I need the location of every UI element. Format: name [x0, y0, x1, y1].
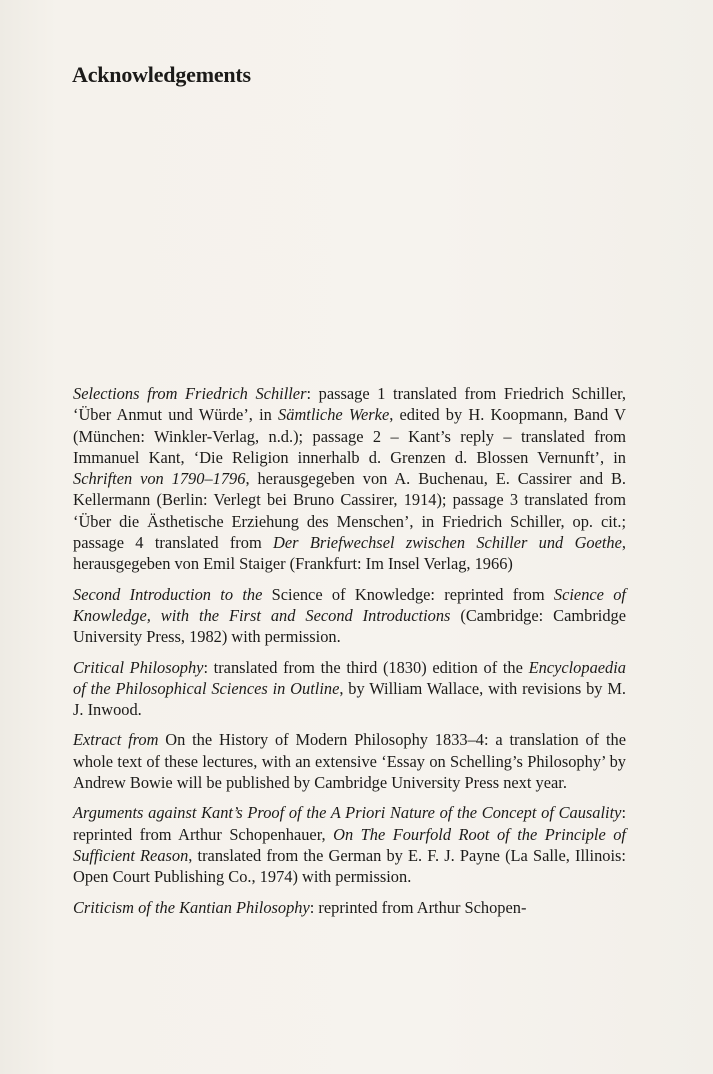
entry-text: (Cambridge: Cambridge University Press, 1982) with permission. — [73, 605, 627, 647]
acknowledgement-entry — [73, 657, 626, 721]
acknowledgement-entry — [73, 802, 626, 887]
entry-text: , edited by H. Koopmann, Band V (München: Winkler-Verlag, n.d.); passage 2 – Kant’s reply – translated from Immanuel Kant, ‘Die Religion innerhalb d. Grenzen d. Blossen Vernunft’, in — [73, 405, 626, 467]
italic-title-text: Sämtliche Werke — [278, 405, 390, 425]
italic-title-text: Der Briefwechsel zwischen Schiller und Goethe — [273, 533, 622, 553]
italic-title-text: Encyclopaedia of the Philosophical Sciences in Outline — [73, 657, 626, 698]
acknowledgement-list — [73, 383, 626, 918]
page-title: Acknowledgements — [72, 62, 251, 87]
italic-title-text: Critical Philosophy — [73, 657, 204, 677]
italic-title-text: Arguments against Kant’s Proof of the A Priori Nature of the Concept of Causality — [73, 803, 622, 823]
entry-text: , by William Wallace, with revisions by M. J. Inwood. — [73, 678, 626, 720]
entry-text: : passage 1 translated from Friedrich Schiller, ‘Über Anmut und Würde’, in — [73, 384, 626, 425]
entry-text: : reprinted from Arthur Schopen- — [309, 897, 527, 917]
entry-text: : reprinted from Arthur Schopenhauer, — [73, 803, 626, 844]
italic-title-text: Schriften von 1790–1796 — [73, 469, 246, 489]
acknowledgement-entry — [73, 729, 626, 793]
italic-title-text: Second Introduction to the — [73, 584, 263, 604]
entry-text: , translated from the German by E. F. J. Payne (La Salle, Illinois: Open Court Publishing Co., 1974) with permission. — [73, 845, 626, 887]
acknowledgement-entry — [73, 897, 626, 918]
italic-title-text: Extract from — [73, 730, 159, 750]
entry-text: , herausgegeben von A. Buchenau, E. Cassirer and B. Kellermann (Berlin: Verlegt bei Bruno Cassirer, 1914); passage 3 translated from ‘Über die Ästhetische Erziehung des Menschen’, in Friedrich Schiller, op. cit.; passage 4 translated from — [73, 469, 627, 553]
italic-title-text: Selections from Friedrich Schiller — [73, 384, 307, 403]
italic-title-text: Criticism of the Kantian Philosophy — [73, 897, 310, 917]
entry-text: : translated from the third (1830) edition of the — [203, 657, 529, 677]
acknowledgement-entry — [73, 383, 626, 575]
entry-text: , herausgegeben von Emil Staiger (Frankfurt: Im Insel Verlag, 1966) — [73, 533, 627, 574]
italic-title-text: Science of Knowledge, with the First and Second Introductions — [73, 584, 626, 625]
acknowledgement-entry — [73, 584, 626, 648]
italic-title-text: On The Fourfold Root of the Principle of Sufficient Reason — [73, 824, 626, 865]
entry-text: Science of Knowledge: reprinted from — [262, 584, 554, 604]
entry-text: On the History of Modern Philosophy 1833–4: a translation of the whole text of these lectures, with an extensive ‘Essay on Schelling’s Philosophy’ by Andrew Bowie will be published by Cambridge University Press next year. — [73, 730, 626, 793]
